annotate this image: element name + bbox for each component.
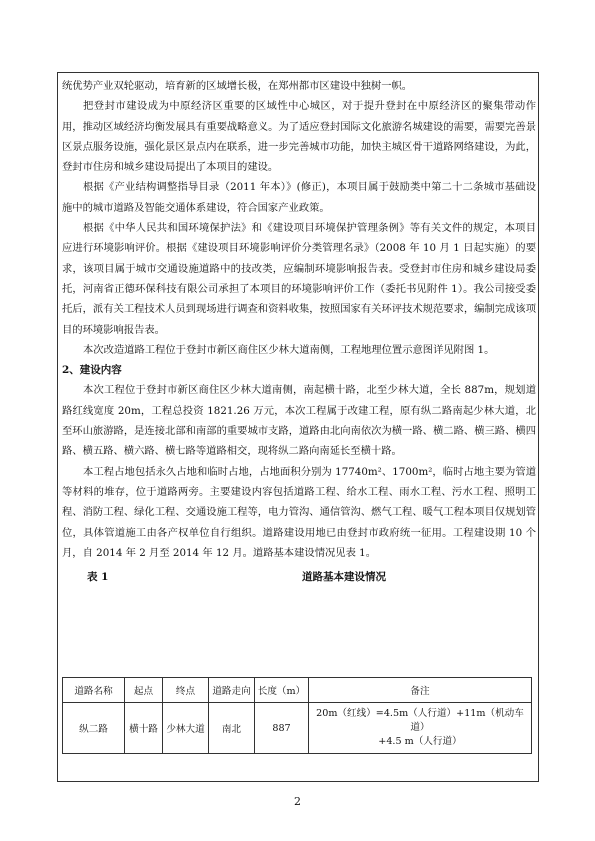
cell-length: 887 bbox=[255, 703, 309, 754]
header-start: 起点 bbox=[125, 678, 163, 703]
page-number: 2 bbox=[294, 795, 301, 808]
note-line: +4.5 m（人行道） bbox=[378, 736, 462, 747]
table-caption bbox=[62, 564, 536, 588]
header-road-name: 道路名称 bbox=[63, 678, 125, 703]
table-number: 表 1 bbox=[87, 570, 109, 583]
cell-note bbox=[309, 703, 532, 754]
cell-start: 横十路 bbox=[125, 703, 163, 754]
road-info-table bbox=[62, 677, 532, 754]
header-direction: 道路走向 bbox=[209, 678, 255, 703]
paragraph: 根据《产业结构调整指导目录（2011 年本）》(修正)，本项目属于鼓励类中第二十二条城市基础设施中的城市道路及智能交通体系建设，符合国家产业政策。 bbox=[62, 181, 536, 214]
paragraph: 根据《中华人民共和国环境保护法》和《建设项目环境保护管理条例》等有关文件的规定，本项目应进行环境影响评价。根据《建设项目环境影响评价分类管理名录》（2008 年 10 月 1 日起实施）的要求，该项目属于城市交通设施道路中的技改类，应编制环境影响报告表。受登封市住房和城乡建设局委托，河南省正德环保科技有限公司承担了本项目的环境影响评价工作（委托书见附件 1）。我公司接受委托后，派有关工程技术人员到现场进行调查和资料收集，按照国家有关环评技术规范要求，编制完成该项目的环境影响报告表。 bbox=[62, 222, 536, 336]
paragraph: 本工程占地包括永久占地和临时占地，占地面积分别为 17740m²、1700m²，临时占地主要为管道等材料的堆存，位于道路两旁。主要建设内容包括道路工程、给水工程、雨水工程、污水工程、照明工程、消防工程、绿化工程、交通设施工程等，电力管沟、通信管沟、燃气工程、暖气工程本项目仅规划管位，具体管道施工由各产权单位自行组织。道路建设用地已由登封市政府统一征用。工程建设期 10 个月，自 2014 年 2 月至 2014 年 12 月。道路基本建设情况见表 1。 bbox=[62, 465, 537, 559]
paragraph: 把登封市建设成为中原经济区重要的区域性中心城区，对于提升登封在中原经济区的聚集带动作用，推动区域经济均衡发展具有重要战略意义。为了适应登封国际文化旅游名城建设的需要，需要完善景区景点服务设施，强化景区景点内在联系，进一步完善城市功能，加快主城区骨干道路网络建设，为此，登封市住房和城乡建设局提出了本项目的建设。 bbox=[62, 100, 536, 174]
document-body bbox=[62, 76, 536, 588]
paragraph: 本次改造道路工程位于登封市新区商住区少林大道南侧，工程地理位置示意图详见附图 1。 bbox=[83, 343, 495, 356]
header-length: 长度（m） bbox=[255, 678, 309, 703]
note-line: 20m（红线）=4.5m（人行道）+11m（机动车道） bbox=[316, 708, 524, 733]
header-note: 备注 bbox=[309, 678, 532, 703]
header-end: 终点 bbox=[163, 678, 209, 703]
table-header-row bbox=[63, 678, 532, 703]
cell-road-name: 纵二路 bbox=[63, 703, 125, 754]
cell-direction: 南北 bbox=[209, 703, 255, 754]
table-title: 道路基本建设情况 bbox=[302, 570, 386, 583]
cell-end: 少林大道 bbox=[163, 703, 209, 754]
table-row bbox=[63, 703, 532, 754]
paragraph: 本次工程位于登封市新区商住区少林大道南侧，南起横十路，北至少林大道，全长 887m，规划道路红线宽度 20m，工程总投资 1821.26 万元，本次工程属于改建工程，原有纵二路南起少林大道，北至环山旅游路，是连接北部和南部的重要城市支路，道路由北向南依次为横一路、横二路、横三路、横四路、横五路、横六路、横七路等道路相交，现将纵二路向南延长至横十路。 bbox=[62, 384, 536, 458]
paragraph: 统优势产业双轮驱动，培育新的区域增长极，在郑州都市区建设中独树一帜。 bbox=[62, 80, 413, 92]
section-heading: 2、建设内容 bbox=[62, 364, 122, 377]
